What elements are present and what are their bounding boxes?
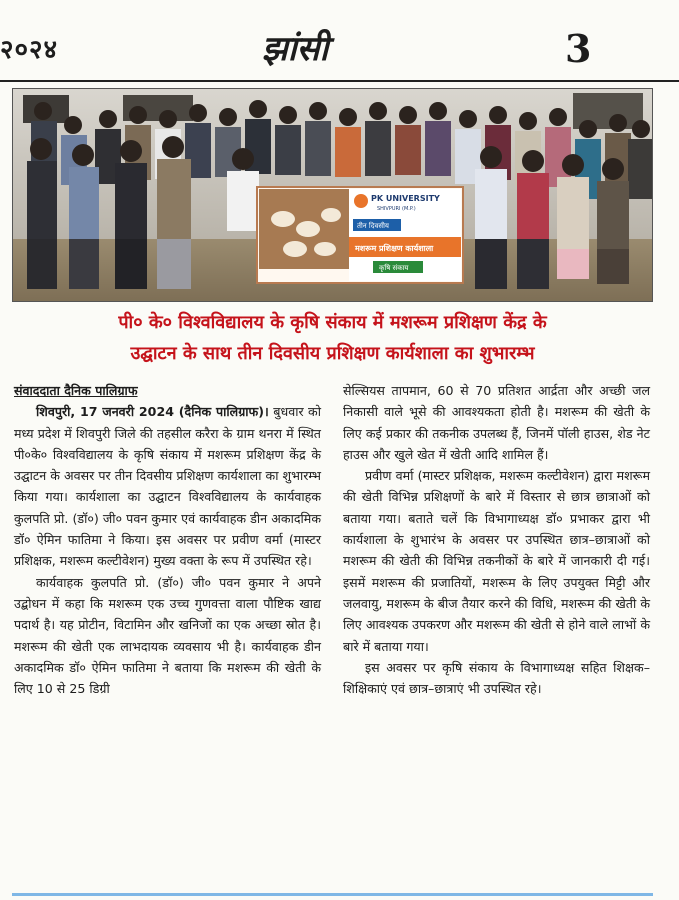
article-paragraph-1-text: बुधवार को मध्य प्रदेश में शिवपुरी जिले की तहसील करैरा के ग्राम थनरा में स्थित पी०के० विश्वविद्यालय के कृषि संकाय में मशरूम प्रशिक्षण केंद्र के उद्घाटन के अवसर पर तीन दिवसीय प्रशिक्षण कार्यशाला का शुभारम्भ किया गया। कार्यशाला का उद्घाटन विश्वविद्यालय के कार्यवाहक कुलपति प्रो. (डॉ०) जी० पवन कुमार एवं कार्यवाहक डीन अकादमिक डॉ० ऐमिन फातिमा ने किया। इस अवसर पर प्रवीण वर्मा (मास्टर प्रशिक्षक, मशरूम कल्टीवेशन) मुख्य वक्ता के रूप में उपस्थित रहे। (14, 404, 321, 569)
photo-banner (257, 187, 463, 283)
masthead-rule (0, 80, 679, 82)
article-headline (12, 303, 653, 373)
page-number: 3 (565, 26, 592, 71)
article-column-right (343, 380, 650, 699)
article-column-left (14, 380, 321, 699)
banner-university: PK UNIVERSITY (371, 194, 440, 203)
banner-days: तीन दिवसीय (357, 222, 389, 230)
article-byline: संवाददाता दैनिक पालिग्राफ (14, 383, 138, 398)
banner-title: मशरूम प्रशिक्षण कार्यशाला (355, 244, 434, 253)
article-paragraph-2: कार्यवाहक कुलपति प्रो. (डॉ०) जी० पवन कुमार ने अपने उद्बोधन में कहा कि मशरूम एक उच्च गुणवत्ता वाला पौष्टिक खाद्य पदार्थ है। यह प्रोटीन, विटामिन और खनिजों का एक अच्छा स्रोत है। मशरूम की खेती एक लाभदायक व्यवसाय भी है। कार्यवाहक डीन अकादमिक डॉ० ऐमिन फातिमा ने बताया कि मशरूम की खेती के लिए 10 से 25 डिग्री (14, 574, 321, 697)
article-dateline: शिवपुरी, 17 जनवरी 2024 (दैनिक पालिग्राफ)। (36, 404, 269, 420)
group-photo (12, 88, 653, 302)
masthead (0, 0, 679, 82)
article-paragraph-5: इस अवसर पर कृषि संकाय के विभागाध्यक्ष सहित शिक्षक–शिक्षिकाएं एवं छात्र–छात्राएं भी उपस्थित रहे। (343, 659, 650, 697)
banner-subtitle: कृषि संकाय (379, 264, 409, 272)
headline-line-1: पी० के० विश्वविद्यालय के कृषि संकाय में मशरूम प्रशिक्षण केंद्र के (118, 312, 547, 333)
edition-city: झांसी (262, 29, 329, 69)
article-paragraph-3: सेल्सियस तापमान, 60 से 70 प्रतिशत आर्द्रता और अच्छी जल निकासी वाले भूसे की आवश्यकता होती है। मशरूम की खेती के लिए कई प्रकार की तकनीक उपलब्ध हैं, जिनमें पॉली हाउस, शेड नेट हाउस और खुले खेत में खेती आदि शामिल हैं। (343, 383, 650, 462)
article-paragraph-4: प्रवीण वर्मा (मास्टर प्रशिक्षक, मशरूम कल्टीवेशन) द्वारा मशरूम की खेती विभिन्न प्रशिक्षणों के बारे में विस्तार से छात्र छात्राओं को बताया गया। बताते चलें कि विभागाध्यक्ष डॉ० प्रभाकर द्वारा भी कार्यशाला के शुभारंभ के अवसर पर उपस्थित छात्र–छात्राओं को मशरूम की खेती की विभिन्न तकनीकों के बारे में जानकारी दी गई। इसमें मशरूम की प्रजातियों, मशरूम के लिए उपयुक्त मिट्टी और जलवायु, मशरूम के बीज तैयार करने की विधि, मशरूम की खेती के लिए आवश्यक उपकरण और मशरूम की खेती से होने वाले लाभों के बारे में बताया गया। (343, 468, 650, 654)
headline-line-2: उद्घाटन के साथ तीन दिवसीय प्रशिक्षण कार्यशाला का शुभारम्भ (130, 343, 535, 364)
banner-location: SHIVPURI (M.P.) (377, 206, 416, 212)
bottom-rule (12, 893, 653, 896)
article-paragraph-1 (14, 401, 321, 571)
group-photo-illustration (13, 89, 653, 302)
edition-year: २०२४ (0, 35, 59, 65)
